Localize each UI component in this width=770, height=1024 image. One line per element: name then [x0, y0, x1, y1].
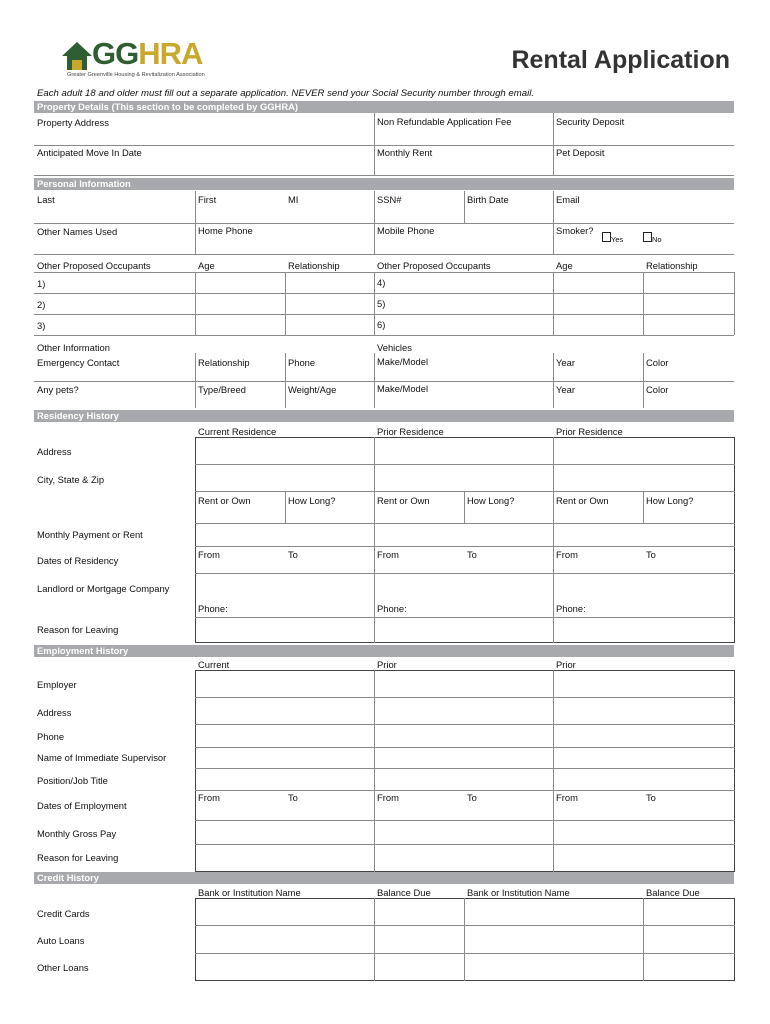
label-res-from-2: From [377, 549, 399, 560]
label-vehicle-color: Color [646, 357, 669, 368]
occupant-row-1: 1) [37, 278, 46, 289]
label-ec-relationship: Relationship [198, 357, 250, 368]
label-ec-phone: Phone [288, 357, 316, 368]
label-make-model: Make/Model [377, 356, 429, 367]
label-make-model-2: Make/Model [377, 383, 429, 394]
label-emp-to-1: To [288, 792, 298, 803]
label-application-fee: Non Refundable Application Fee [377, 116, 512, 127]
label-birth-date: Birth Date [467, 194, 509, 205]
smoker-yes-checkbox[interactable] [602, 232, 611, 242]
label-any-pets: Any pets? [37, 384, 79, 395]
label-emp-from-2: From [377, 792, 399, 803]
label-dates-of-residency: Dates of Residency [37, 555, 119, 566]
label-emp-from-1: From [198, 792, 220, 803]
label-first-name: First [198, 194, 217, 205]
label-rent-or-own-1: Rent or Own [198, 495, 251, 506]
label-emergency-contact: Emergency Contact [37, 357, 120, 368]
label-vehicle-year-2: Year [556, 384, 575, 395]
label-last-name: Last [37, 194, 55, 205]
label-landlord: Landlord or Mortgage Company [37, 583, 170, 594]
label-prior-employer-1: Prior [377, 659, 397, 670]
logo-text-hra: HRA [138, 36, 203, 71]
label-vehicle-year: Year [556, 357, 575, 368]
label-property-address: Property Address [37, 117, 109, 128]
house-roof-icon [60, 40, 94, 72]
label-vehicle-color-2: Color [646, 384, 669, 395]
label-res-from-3: From [556, 549, 578, 560]
label-other-loans: Other Loans [37, 962, 89, 973]
label-balance-due-1: Balance Due [377, 887, 431, 898]
smoker-no-checkbox[interactable] [643, 232, 652, 242]
label-yes: Yes [611, 235, 624, 244]
label-other-names: Other Names Used [37, 226, 118, 237]
label-occupants-2: Other Proposed Occupants [377, 260, 491, 271]
label-balance-due-2: Balance Due [646, 887, 700, 898]
label-employer-address: Address [37, 707, 72, 718]
section-header-property: Property Details (This section to be completed by GGHRA) [34, 101, 734, 113]
logo-subtitle: Greater Greenville Housing & Revitalization Association [67, 72, 205, 78]
section-header-personal: Personal Information [34, 178, 734, 190]
occupant-row-4: 4) [377, 277, 386, 288]
label-emp-from-3: From [556, 792, 578, 803]
label-mobile-phone: Mobile Phone [377, 225, 435, 236]
label-current-employer: Current [198, 659, 230, 670]
label-res-to-1: To [288, 549, 298, 560]
label-current-residence: Current Residence [198, 426, 277, 437]
label-supervisor: Name of Immediate Supervisor [37, 752, 167, 763]
label-res-to-3: To [646, 549, 656, 560]
label-prior-residence-2: Prior Residence [556, 426, 623, 437]
label-pet-deposit: Pet Deposit [556, 147, 605, 158]
label-home-phone: Home Phone [198, 225, 253, 236]
label-reason-leaving-job: Reason for Leaving [37, 852, 119, 863]
label-landlord-phone-1: Phone: [198, 603, 228, 614]
label-dates-of-employment: Dates of Employment [37, 800, 127, 811]
occupant-row-2: 2) [37, 299, 46, 310]
label-ssn: SSN# [377, 194, 402, 205]
residency-grid[interactable] [195, 437, 735, 643]
label-type-breed: Type/Breed [198, 384, 246, 395]
page-title: Rental Application [511, 46, 730, 74]
label-gross-pay: Monthly Gross Pay [37, 828, 117, 839]
label-vehicles: Vehicles [377, 342, 412, 353]
label-rent-or-own-3: Rent or Own [556, 495, 609, 506]
label-how-long-1: How Long? [288, 495, 336, 506]
label-other-information: Other Information [37, 342, 110, 353]
credit-grid[interactable] [195, 898, 735, 981]
label-bank-name-1: Bank or Institution Name [198, 887, 301, 898]
occupant-row-5: 5) [377, 298, 386, 309]
notice-text: Each adult 18 and older must fill out a separate application. NEVER send your Social Security number through email. [37, 88, 535, 99]
label-prior-employer-2: Prior [556, 659, 576, 670]
label-auto-loans: Auto Loans [37, 935, 85, 946]
label-position: Position/Job Title [37, 775, 108, 786]
label-emp-to-2: To [467, 792, 477, 803]
label-move-in-date: Anticipated Move In Date [37, 147, 142, 158]
label-monthly-rent: Monthly Rent [377, 147, 433, 158]
label-occupant-age-2: Age [556, 260, 573, 271]
label-res-to-2: To [467, 549, 477, 560]
label-how-long-3: How Long? [646, 495, 694, 506]
label-employer-phone: Phone [37, 731, 65, 742]
label-monthly-payment: Monthly Payment or Rent [37, 529, 143, 540]
label-prior-residence-1: Prior Residence [377, 426, 444, 437]
label-occupant-age: Age [198, 260, 215, 271]
label-email: Email [556, 194, 580, 205]
section-header-residency: Residency History [34, 410, 734, 422]
label-how-long-2: How Long? [467, 495, 515, 506]
section-header-employment: Employment History [34, 645, 734, 657]
occupant-row-6: 6) [377, 319, 386, 330]
label-res-from-1: From [198, 549, 220, 560]
label-rent-or-own-2: Rent or Own [377, 495, 430, 506]
section-header-credit: Credit History [34, 872, 734, 884]
label-occupant-relationship-2: Relationship [646, 260, 698, 271]
label-bank-name-2: Bank or Institution Name [467, 887, 570, 898]
occupant-row-3: 3) [37, 320, 46, 331]
logo-text-gg: GG [92, 36, 139, 71]
label-middle-initial: MI [288, 194, 299, 205]
label-smoker: Smoker? [556, 225, 594, 236]
label-landlord-phone-3: Phone: [556, 603, 586, 614]
label-reason-leaving-residence: Reason for Leaving [37, 624, 119, 635]
employment-grid[interactable] [195, 670, 735, 872]
label-occupants: Other Proposed Occupants [37, 260, 151, 271]
label-weight-age: Weight/Age [288, 384, 337, 395]
label-security-deposit: Security Deposit [556, 116, 625, 127]
label-residence-address: Address [37, 446, 72, 457]
label-no: No [652, 235, 662, 244]
label-employer: Employer [37, 679, 77, 690]
label-credit-cards: Credit Cards [37, 908, 90, 919]
label-landlord-phone-2: Phone: [377, 603, 407, 614]
label-emp-to-3: To [646, 792, 656, 803]
label-occupant-relationship: Relationship [288, 260, 340, 271]
label-city-state-zip: City, State & Zip [37, 474, 105, 485]
